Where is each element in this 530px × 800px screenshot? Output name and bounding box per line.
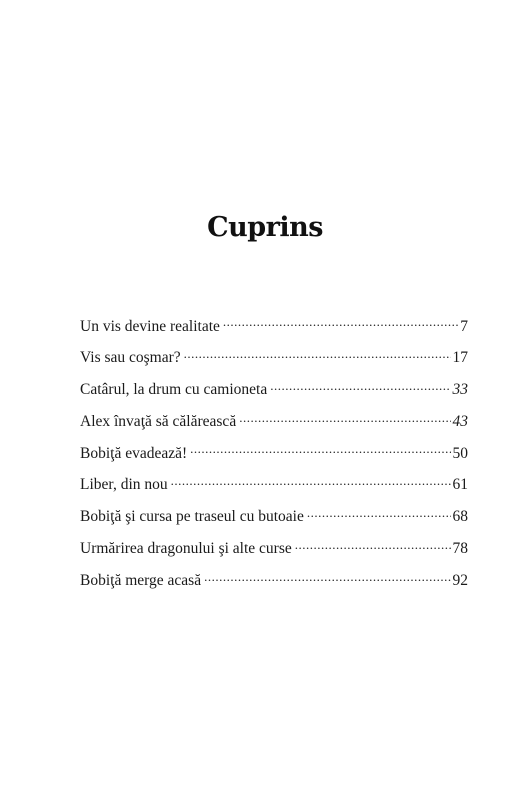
toc-entry-title: Alex învaţă să călărească <box>80 412 237 430</box>
toc-entry-page: 43 <box>452 412 468 430</box>
toc-dot-leader <box>184 347 451 363</box>
toc-entry-page: 68 <box>452 508 468 526</box>
toc-entry-page: 7 <box>460 317 468 335</box>
toc-dot-leader <box>295 538 451 554</box>
toc-dot-leader <box>223 315 458 331</box>
toc-entry-title: Bobiţă evadează! <box>80 444 188 462</box>
toc-entry-page: 17 <box>452 349 468 367</box>
toc-entry <box>80 442 468 474</box>
toc-dot-leader <box>270 379 450 395</box>
toc-entry <box>80 315 468 347</box>
table-of-contents <box>80 315 468 601</box>
page-title: Cuprins <box>207 212 323 243</box>
toc-entry-title: Urmărirea dragonului şi alte curse <box>80 540 292 558</box>
toc-dot-leader <box>239 410 450 426</box>
toc-entry <box>80 538 468 570</box>
toc-entry-title: Vis sau coşmar? <box>80 349 181 367</box>
toc-entry-page: 92 <box>452 571 468 589</box>
toc-entry <box>80 474 468 506</box>
toc-dot-leader <box>204 569 450 585</box>
toc-entry <box>80 569 468 601</box>
toc-entry-title: Bobiţă merge acasă <box>80 571 202 589</box>
toc-entry <box>80 506 468 538</box>
toc-dot-leader <box>171 474 451 490</box>
toc-entry-page: 33 <box>452 381 468 399</box>
toc-dot-leader <box>190 442 450 458</box>
toc-entry-title: Bobiţă şi cursa pe traseul cu butoaie <box>80 508 304 526</box>
toc-entry-page: 78 <box>452 540 468 558</box>
toc-entry-title: Un vis devine realitate <box>80 317 220 335</box>
toc-entry <box>80 347 468 379</box>
toc-entry <box>80 379 468 411</box>
toc-entry-page: 61 <box>452 476 468 494</box>
toc-entry-page: 50 <box>452 444 468 462</box>
toc-entry <box>80 410 468 442</box>
toc-entry-title: Catârul, la drum cu camioneta <box>80 381 268 399</box>
toc-dot-leader <box>307 506 451 522</box>
toc-entry-title: Liber, din nou <box>80 476 168 494</box>
